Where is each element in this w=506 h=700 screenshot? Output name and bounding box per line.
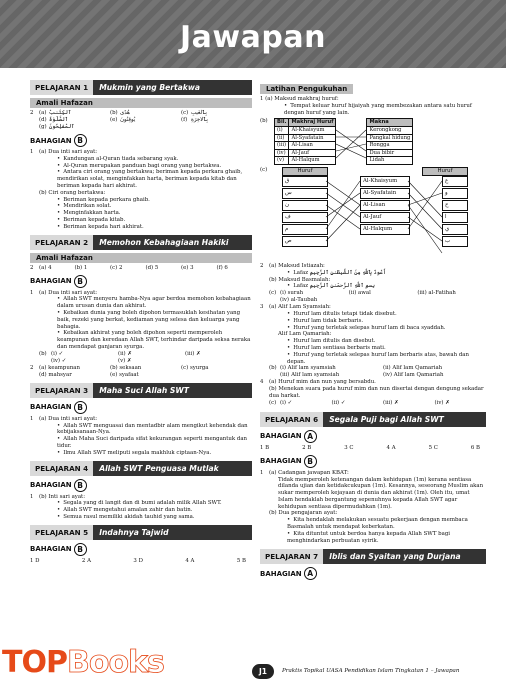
right-column [260,76,486,582]
left-column [30,76,252,565]
makhraj-table-block: (b) Bil. Makhraj Huruf (i) Al-Khaisyum (ii) Al-Syafatain (iii) Al-Lisan (iv) Al-Jauf (v) Al-Halqum Makna Kerongkong Pangkal hidung Rongga Dua bibir Lidah [260,118,486,165]
bahagian-b-label: BAHAGIAN B [30,479,252,492]
answer-line: (d) ٱلصَّلَوٰةَ (e) يُوقِنُونَ (f) بِٱلاخِرَةِ [39,117,208,123]
huruf-cell: ن [282,200,328,211]
answer-line: (b) Maksud Basmalah: [269,276,331,283]
answer-bullet: • Huruf lam tidak berbaris. [260,318,486,325]
answer-bullet: • Mendirikan solat. [30,203,252,210]
huruf-cell: Al-Lisan [360,200,410,211]
answer-line: 3 (a) Alif Lam Syamsiah: [260,304,331,311]
answer-block [260,470,486,545]
answer-bullet: • Allah SWT menyeru hamba-Nya agar berdoa memohon kebahagiaan dalam urusan dunia dan akhirat. [30,296,252,310]
huruf-cell: ي [442,224,468,235]
answer-line: 1 D 2 A 3 D 4 A 5 B [30,557,246,564]
answer-bullet: • Huruf yang terletak selepas huruf lam berbaris atas, bawah dan depan. [260,352,486,366]
answer-bullet: • Kandungan al-Quran tiada sebarang syak. [30,156,252,163]
lesson-name: Allah SWT Penguasa Mutlak [93,461,252,476]
huruf-cell: ع [442,176,468,187]
lesson-name: Iblis dan Syaitan yang Durjana [323,549,486,564]
answer-line: (c) (i) ✓ (ii) ✓ (iii) ✗ (iv) ✗ [269,399,450,406]
answer-line: (c) (i) surah (ii) awal (iii) al-Fatihah [269,290,456,297]
huruf-matching-diagram [274,167,480,263]
huruf-cell: ب [442,236,468,247]
topbooks-logo: TOPBooks [2,645,164,680]
huruf-cell: م [282,224,328,235]
answer-bullet: • Segala yang di langit dan di bumi adalah milik Allah SWT. [30,500,252,507]
subsection-label: Amali Hafazan [30,253,252,263]
answer-bullet: • Beriman kepada kitab. [30,217,252,224]
answer-line: (d) mahsyar (e) syafaat [39,371,139,378]
bahagian-b-label: BAHAGIAN B [30,134,252,147]
answer-bullet: • Kita dituntut untuk berdoa hanya kepada Allah SWT bagi menghindarkan perbuatan syirik. [260,531,486,545]
answer-line: Tidak memperoleh ketenangan dalam kehidupan (1m) kerana sentiasa dilanda ujian dan ketidakcukupan (1m). Kesannya, seseorang Muslim akan sukar memperoleh kejayaan di dunia dan akhirat (1m). Oleh itu, umat Islam hendaklah bergantung sepenuhnya kepada Allah SWT agar kehidupan sentiasa dipermudahkan (1m). [278,476,484,510]
lesson-name: Mukmin yang Bertakwa [93,80,252,95]
page-header [0,0,506,68]
huruf-cell: Al-Halqum [360,224,410,235]
answer-line: 2 (a) keampunan (b) seksaan (c) syurga [30,364,209,371]
answer-line: (iv) ✓ (v) ✗ [51,357,132,364]
makna-table: Makna Kerongkong Pangkal hidung Rongga Dua bibir Lidah [366,118,413,165]
section-header-pelajaran-4 [30,461,252,476]
answer-bullet: • Allah SWT menguasai dan mentadbir alam mengikut kehendak dan kebijaksanaan-Nya. [30,423,252,437]
answer-line: (b) (i) ✓ (ii) ✗ (iii) ✗ [39,350,201,357]
bahagian-b-label: BAHAGIAN B [260,455,486,468]
answer-line: 1 (a) Maksud makhraj huruf: [260,96,339,102]
answer-bullet: • Tempat keluar huruf hijaiyah yang membezakan antara satu huruf dengan huruf yang lain. [260,103,486,117]
answer-line: 1 B 2 B 3 C 4 A 5 C 6 B [260,444,480,451]
bahagian-a-label: BAHAGIAN A [260,567,486,580]
huruf-header: Huruf [282,167,328,176]
answer-line: 1 (a) Dua inti sari ayat: [30,289,98,296]
answer-block [30,149,252,231]
answer-block [30,416,252,457]
lesson-label: PELAJARAN 7 [260,549,323,564]
answer-bullet: • Al-Quran merupakan panduan bagi orang yang bertakwa. [30,163,252,170]
huruf-cell: س [282,188,328,199]
huruf-cell: و [442,188,468,199]
answer-line: (b) Menekan suara pada huruf mim dan nun disertai dengan dengung sekadar dua harkat. [269,386,484,399]
huruf-cell: ق [282,176,328,187]
bahagian-b-label: BAHAGIAN B [30,401,252,414]
lesson-name: Memohon Kebahagiaan Hakiki [93,235,252,250]
huruf-cell: Al-Khaisyum [360,176,410,187]
answer-line: (b) Ciri orang bertakwa: [39,189,106,196]
answer-bullet: • Kebaikan akhirat yang boleh dipohon seperti memperoleh keampunan dan keredaan Allah SWT, terhindar daripada seksa neraka dan mendapat ganjaran syurga. [30,330,252,350]
answer-bullet: • Beriman kepada hari akhirat. [30,224,252,231]
answer-block [260,304,486,365]
answer-bullet: • Huruf lam ditulis tetapi tidak disebut. [260,311,486,318]
answer-bullet: • Menginfakkan harta. [30,210,252,217]
answer-bullet: • Kebaikan dunia yang boleh dipohon termasuklah kesihatan yang baik, rezeki yang berkat, kediaman yang selesa dan keluarga yang bahagia. [30,310,252,330]
makhraj-table: Bil. Makhraj Huruf (i) Al-Khaisyum (ii) Al-Syafatain (iii) Al-Lisan (iv) Al-Jauf (v) Al-Halqum [274,118,336,165]
answer-block [30,290,252,351]
subsection-label: Latihan Pengukuhan [260,84,353,94]
bahagian-b-label: BAHAGIAN B [30,275,252,288]
answer-line: 1 (a) Cadangan jawapan KBAT: [260,469,349,476]
answer-line: 4 (a) Huruf mim dan nun yang bersabdu. [260,379,376,386]
footer-text: Praktis Topikal UASA Pendidikan Islam Tingkatan 1 – Jawapan [282,668,460,674]
lesson-label: PELAJARAN 5 [30,525,93,540]
answer-line: (b) Dua pengajaran ayat: [269,510,338,517]
answer-block [30,494,252,521]
section-header-pelajaran-3 [30,383,252,398]
section-header-pelajaran-2 [30,235,252,250]
answer-line: (g) ٱلمُفلِحُونَ [39,124,75,130]
lesson-label: PELAJARAN 2 [30,235,93,250]
lesson-name: Maha Suci Allah SWT [93,383,252,398]
answer-line: 1 (b) Inti sari ayat: [30,493,86,500]
huruf-match-lines [274,167,480,263]
match-lines [336,118,366,160]
huruf-cell: Al-Jauf [360,212,410,223]
answer-bullet: • Kita hendaklah melakukan sesuatu pekerjaan dengan membaca Basmalah untuk mendapat keberkatan. [260,517,486,531]
answer-bullet: • Semua rasul memiliki akidah tauhid yang sama. [30,514,252,521]
lesson-label: PELAJARAN 6 [260,412,323,427]
page-number: J1 [252,664,274,679]
answer-line: 2 (a) 4 (b) 1 (c) 2 (d) 5 (e) 3 (f) 6 [30,264,228,271]
answer-block [260,379,486,399]
lesson-label: PELAJARAN 4 [30,461,93,476]
answer-bullet: • Huruf lam sentiasa berbaris mati. [260,345,486,352]
answer-bullet: • Lafaz بِسمِ ٱللَّهِ ٱلرَّحمَـٰنِ ٱلرَّحِيمِ [260,283,486,290]
huruf-header: Huruf [422,167,468,176]
section-header-pelajaran-6 [260,412,486,427]
huruf-cell: ح [442,200,468,211]
answer-bullet: • Huruf lam ditulis dan disebut. [260,338,486,345]
answer-bullet: • Beriman kepada perkara ghaib. [30,197,252,204]
answer-line: 2 (a) ٱلكِتَـٰبُ (b) هُدًى (c) بِٱلغَيبِ [30,110,207,116]
answer-line: 1 (a) Dua inti sari ayat: [30,415,98,422]
bahagian-a-label: BAHAGIAN A [260,430,486,443]
answer-line: (b) (i) Alif lam syamsiah (ii) Alif lam Qamariah [269,365,443,372]
answer-bullet: • Antara ciri orang yang bertakwa; beriman kepada perkara ghaib, mendirikan solat, menginfakkan harta, beriman kepada kitab dan beriman kepada hari akhirat. [30,169,252,189]
page-title: Jawapan [180,20,326,55]
huruf-cell: ا [442,212,468,223]
huruf-cell: ص [282,236,328,247]
answer-bullet: • Allah SWT mengetahui amalan zahir dan batin. [30,507,252,514]
lesson-name: Indahnya Tajwid [93,525,252,540]
huruf-matching-block: (c) Huruf Huruf ق س ن ف م ص Al-Khaisyum Al-Syafatain Al-Lisan Al-Jauf Al-Halqum ع و ح ا ي ب [260,165,486,263]
section-header-pelajaran-1 [30,80,252,95]
answer-bullet: • Huruf yang terletak selepas huruf lam di baca syaddah. [260,325,486,332]
answer-line: Alif Lam Qamariah: [278,331,332,338]
answer-line: (iv) al-Taubah [280,297,318,304]
lesson-label: PELAJARAN 1 [30,80,93,95]
answer-bullet: • Allah Maha Suci daripada sifat kekurangan seperti mengantuk dan tidur. [30,436,252,450]
answer-line: 1 (a) Dua inti sari ayat: [30,149,98,155]
section-header-pelajaran-5 [30,525,252,540]
huruf-cell: ف [282,212,328,223]
answer-block [260,263,486,290]
bahagian-b-label: BAHAGIAN B [30,543,252,556]
section-header-pelajaran-7 [260,549,486,564]
answer-bullet: • Ilmu Allah SWT meliputi segala makhluk ciptaan-Nya. [30,450,252,457]
lesson-label: PELAJARAN 3 [30,383,93,398]
answer-bullet: • Lafaz أَعُوذُ بِٱللَّهِ مِنَ ٱلشَّيطَـٰنِ ٱلرَّجِيمِ [260,270,486,277]
answer-line: (iii) Alif lam syamsiah (iv) Alif lam Qamariah [280,372,444,379]
huruf-cell: Al-Syafatain [360,188,410,199]
lesson-name: Segala Puji bagi Allah SWT [323,412,486,427]
answer-line: 2 (a) Maksud Istiazah: [260,262,325,269]
subsection-label: Amali Hafazan [30,98,252,108]
